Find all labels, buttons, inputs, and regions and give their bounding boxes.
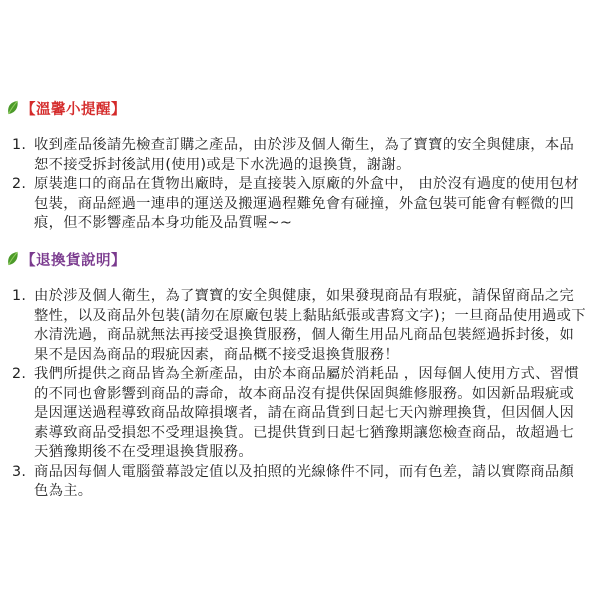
list-item (0, 287, 600, 365)
list-item-number: 2. (12, 366, 27, 382)
list-item-number: 1. (12, 137, 27, 153)
list-item (0, 136, 600, 175)
return-policy-title: 【退換貨說明】 (21, 252, 126, 269)
return-policy-list (0, 287, 600, 502)
list-item (0, 175, 600, 234)
green-leaf-icon (6, 100, 19, 116)
warm-reminder-heading (0, 96, 600, 120)
list-item-text: 商品因每個人電腦螢幕設定值以及拍照的光線條件不同，而有色差，請以實際商品顏色為主。 (34, 463, 575, 499)
list-item (0, 365, 600, 463)
list-item-text: 原裝進口的商品在貨物出廠時，是直接裝入原廠的外盒中， 由於沒有過度的使用包材包裝，商品經過一連串的運送及搬運過程難免會有碰撞，外盒包裝可能會有輕微的凹痕，但不影響產品本身功能及品質喔~~ (34, 176, 579, 231)
return-policy-section (0, 247, 600, 502)
warm-reminder-title: 【溫馨小提醒】 (21, 101, 126, 118)
list-item-number: 2. (12, 176, 27, 192)
warm-reminder-list (0, 136, 600, 234)
return-policy-heading (0, 247, 600, 271)
list-item (0, 463, 600, 502)
warm-reminder-section (0, 96, 600, 234)
list-item-number: 3. (12, 463, 27, 480)
list-item-text: 由於涉及個人衛生，為了寶寶的安全與健康，如果發現商品有瑕疵，請保留商品之完整性，以及商品外包裝(請勿在原廠包裝上黏貼紙張或書寫文字)；一旦商品使用過或下水清洗過，商品就無法再接受退換貨服務，個人衛生用品凡商品包裝經過拆封後，如果不是因為商品的瑕疵因素，商品概不接受退換貨服務！ (34, 288, 586, 363)
list-item-text: 收到產品後請先檢查訂購之產品，由於涉及個人衛生，為了寶寶的安全與健康，本品恕不接受拆封後試用(使用)或是下水洗過的退換貨，謝謝。 (34, 137, 575, 173)
green-leaf-icon (6, 251, 19, 267)
list-item-text: 我們所提供之商品皆為全新產品，由於本商品屬於消耗品 ，因每個人使用方式、習慣的不同也會影響到商品的壽命，故本商品沒有提供保固與維修服務。如因新品瑕疵或是因運送過程導致商品故障損壞者，請在商品貨到日起七天內辦理換貨，但因個人因素導致商品受損恕不受理退換貨。已提供貨到日起七猶豫期讓您檢查商品，故超過七天猶豫期後不在受理退換貨服務。 (34, 366, 579, 460)
list-item-number: 1. (12, 288, 27, 304)
